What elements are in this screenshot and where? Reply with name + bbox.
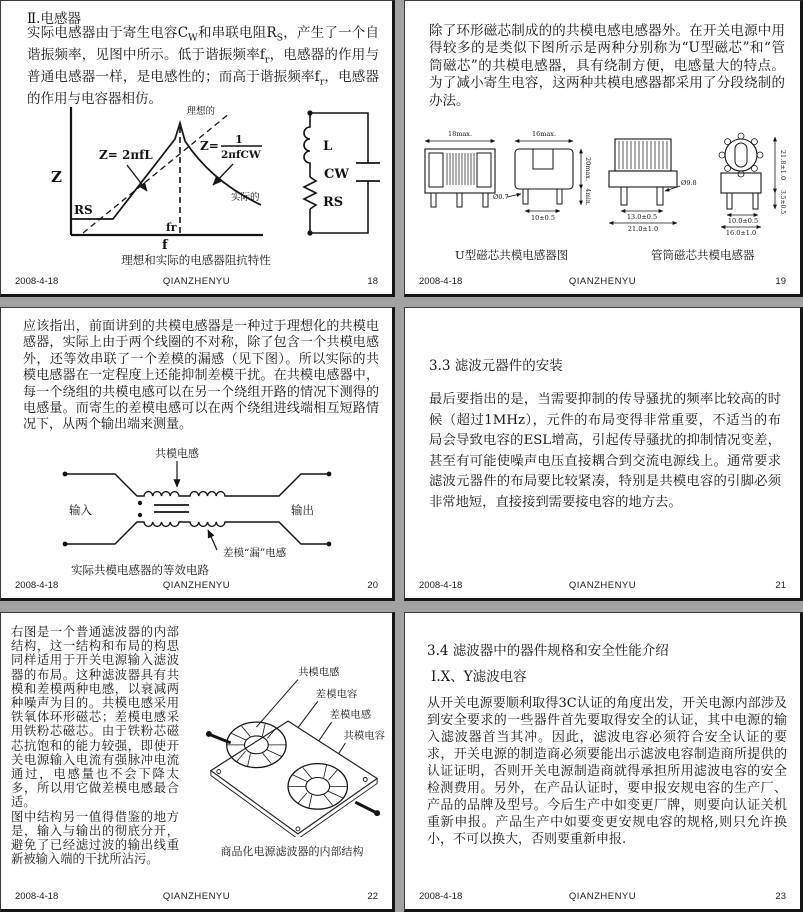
y-axis-label: Z [51, 168, 62, 186]
slide-footer [1, 276, 392, 288]
slide-body: 从开关电源要顺利取得3C认证的角度出发，开关电源内部涉及到安全要求的一些器件首先要取得安全的认证，其中电源的输入滤波器首当其冲。因此，滤波电容必须符合安全认证的要求，开关电源的制造商必须要能出示滤波电容制造商所提供的认证证明，否则开关电源制造商就得承担所用滤波电容的安全检测费用。另外，在产品认证时，要申报安规电容的生产厂、产品的品牌及型号。今后生产中如变更厂牌，则要向认证关机重新申报。产品生产中如要变更安规电容的规格,则只允许换小，不可以换大，否则要重新申报. [427, 696, 787, 847]
x-axis-label: f [162, 238, 168, 251]
slide-footer [1, 891, 392, 903]
footer-page-number: 22 [367, 891, 378, 902]
dim-u-pin-height: 4min. [584, 188, 591, 206]
ideal-label: 理想的 [186, 106, 215, 117]
u-core-side-view [493, 130, 592, 222]
dim-tube-side-height: 21.8±1.0 [779, 149, 787, 181]
common-mode-inductor-label: 共模电感 [298, 666, 340, 679]
footer-page-number: 23 [775, 891, 786, 902]
bottom-label-arrow [208, 530, 217, 550]
body-paragraph-1: 右图是一个普通滤波器的内部结构，这一结构和布局的构思同样适用于开关电源输入滤波器的布局。这种滤波器具有共模和差模两种电感，以衰减两种噪声为目的。共模电感采用铁氧体环形磁芯；差模电感采用铁粉芯磁芯。由于铁粉芯磁芯抗饱和的能力较强，即使开关电源输入电流有强脉冲电流通过，电感量也不会下降太多，所以用它做差模电感最合适。 [11, 625, 179, 810]
figure-caption: 商品化电源滤波器的内部结构 [220, 845, 364, 858]
dim-tube-front-inner: 13.0±0.5 [626, 213, 658, 221]
section-heading: 3.3 滤波元器件的安装 [429, 358, 563, 374]
dim-u-side-width: 16max. [531, 130, 557, 138]
footer-author: QIANZHENYU [162, 276, 231, 287]
footer-date: 2008-4-18 [419, 580, 463, 591]
filter-internal-structure-figure [199, 623, 389, 837]
inductive-formula-label: Z= 2πfL [99, 148, 153, 162]
slide-footer [405, 891, 800, 903]
section-heading: 3.4 滤波器中的器件规格和安全性能介绍 [427, 643, 669, 659]
dim-tube-diameter: Ø9.8 [681, 179, 697, 187]
footer-date: 2008-4-18 [15, 891, 59, 902]
slide-page-21 [404, 307, 803, 601]
footer-author: QIANZHENYU [162, 580, 231, 591]
dim-tube-side-width: 16.0±1.0 [725, 229, 757, 237]
slide-page-20 [0, 307, 395, 601]
slide-title: Ⅱ.电感器 [27, 11, 81, 27]
footer-author: QIANZHENYU [568, 580, 637, 591]
fr-label: fr [166, 221, 177, 234]
dim-tube-side-inner: 10.0±0.5 [727, 217, 759, 225]
footer-page-number: 20 [367, 580, 378, 591]
dim-tube-front-width: 21.0±1.0 [627, 225, 659, 233]
footer-author: QIANZHENYU [568, 276, 637, 287]
footer-date: 2008-4-18 [15, 276, 59, 287]
u-core-caption: U型磁芯共模电感器图 [455, 248, 569, 262]
dim-u-side-height: 20max. [584, 156, 592, 182]
input-label: 输入 [69, 503, 92, 517]
figure-caption: 理想和实际的电感器阻抗特性 [121, 253, 271, 267]
footer-page-number: 19 [775, 276, 786, 287]
actual-impedance-curve [71, 123, 261, 219]
slide-footer [405, 580, 800, 592]
rs-level-label: RS [74, 203, 93, 217]
capacitive-formula-numerator: 1 [235, 133, 243, 146]
tube-core-caption: 管筒磁芯共模电感器 [651, 248, 755, 262]
footer-author: QIANZHENYU [162, 891, 231, 902]
leakage-inductance-label: 差模“漏”电感 [223, 547, 287, 559]
dim-u-front-width: 18max. [447, 130, 473, 138]
slide-page-22 [0, 612, 395, 912]
differential-mode-inductor-label: 差模电感 [329, 709, 372, 722]
body-paragraph-2: 图中结构另一值得借鉴的地方是，输入与输出的彻底分开，避免了已经滤过波的输出线重新被输入端的干扰所沾污。 [11, 809, 179, 867]
common-mode-capacitor-label: 共模电容 [343, 729, 386, 742]
slide-body [11, 625, 179, 866]
actual-label: 实际的 [231, 192, 260, 203]
tube-core-side-view [719, 133, 787, 237]
common-mode-inductance-label: 共模电感 [155, 447, 199, 460]
footer-date: 2008-4-18 [419, 891, 463, 902]
footer-author: QIANZHENYU [568, 891, 637, 902]
differential-mode-capacitor-label: 差模电容 [315, 688, 358, 701]
impedance-characteristic-figure [23, 101, 383, 251]
slide-footer [1, 580, 392, 592]
common-mode-choke-circuit [27, 446, 367, 560]
slide-page-18 [0, 0, 395, 297]
slide-body: 最后要指出的是，当需要抑制的传导骚扰的频率比较高的时候（超过1MHz），元件的布局变得非常重要，不适当的布局会导致电容的ESL增高，引起传导骚扰的抑制情况变差，甚至有可能使噪声电压直接耦合到交流电源线上。通常要求滤波元器件的布局要比较紧凑，特别是共模电容的引脚必须非常地短，直接接到需要接电容的地方去。 [429, 392, 781, 510]
slide-page-19 [404, 0, 803, 297]
ideal-impedance-line [83, 113, 230, 233]
dim-u-pin-diameter: Ø0.7 [493, 193, 509, 201]
footer-page-number: 18 [367, 276, 378, 287]
component-L-label: L [323, 139, 333, 154]
footer-date: 2008-4-18 [419, 276, 463, 287]
capacitive-formula-z: Z= [200, 139, 219, 153]
inductor-equivalent-circuit [304, 110, 380, 235]
tube-core-front-view [609, 139, 697, 233]
footer-date: 2008-4-18 [15, 580, 59, 591]
footer-page-number: 21 [775, 580, 786, 591]
figure-caption: 实际共模电感器的等效电路 [71, 563, 209, 577]
output-label: 输出 [291, 503, 314, 517]
dim-tube-pin-height: 3.5±0.5 [779, 189, 786, 215]
component-RS-label: RS [323, 195, 344, 210]
slide-body: 实际电感器由于寄生电容$C_W$和串联电阻$R_S$，产生了一个自谐振频率，见图中所示。低于谐振频率$f_r$，电感器的作用与普通电感器一样，是电感性的；而高于谐振频率$f_r$，电感器的作用与电容器相仿。 [27, 25, 380, 107]
impedance-axes [71, 107, 263, 235]
component-CW-label: CW [324, 167, 349, 182]
slide-body: 除了环形磁芯制成的的共模电感电感器外。在开关电源中用得较多的是类似下图所示是两种分别称为“U型磁芯”和“管筒磁芯”的共模电感器，具有绕制方便，电感量大的特点。为了减小寄生电容，这两种共模电感器都采用了分段绕制的办法。 [429, 23, 785, 109]
section-subheading: Ⅰ.X、Y滤波电容 [431, 669, 527, 685]
capacitive-formula-denominator: 2πfCW [221, 149, 261, 161]
slide-footer [405, 276, 800, 288]
u-core-front-view [425, 130, 495, 207]
slide-body: 应该指出，前面讲到的共模电感器是一种过于理想化的共模电感器，实际上由于两个线圈的不对称，除了包含一个共模电感外，还等效串联了一个差模的漏感（见下图）。所以实际的共模电感器在一定程度上还能抑制差模干扰。在共模电感器中，每一个绕组的共模电感可以在另一个绕组开路的情况下测得的电感量。而寄生的差模电感可以在两个绕组进线端相互短路情况下，从两个输出端来测量。 [23, 319, 379, 433]
slide-page-23 [404, 612, 803, 912]
choke-technical-drawings [407, 127, 799, 245]
dim-u-pin-pitch: 10±0.5 [530, 214, 556, 222]
